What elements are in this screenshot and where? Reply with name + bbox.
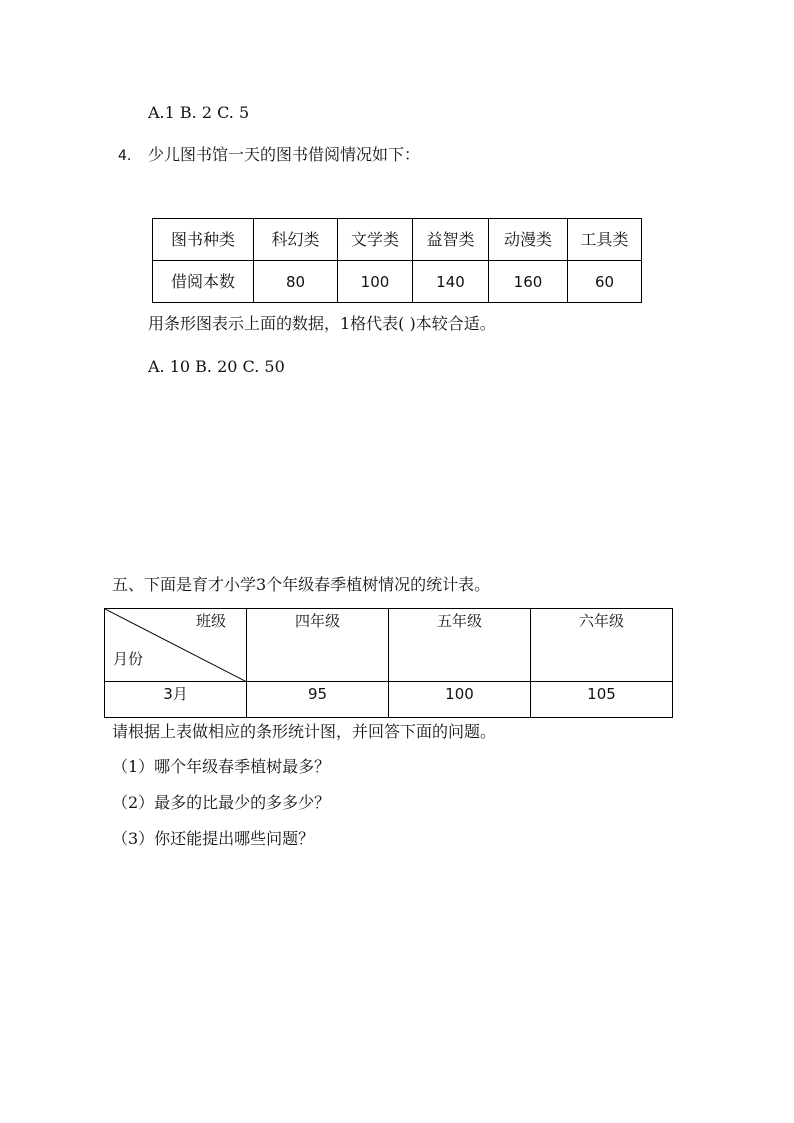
type-cell: 科幻类 bbox=[254, 219, 338, 261]
q5-sub3: （3）你还能提出哪些问题？ bbox=[112, 829, 315, 848]
count-cell: 100 bbox=[338, 261, 413, 303]
grade-label: 四年级 bbox=[294, 612, 340, 630]
count-cell: 80 bbox=[254, 261, 338, 303]
diag-bottom-label: 月份 bbox=[113, 650, 144, 668]
q4-stem: 少儿图书馆一天的图书借阅情况如下： bbox=[148, 145, 421, 164]
tree-planting-table bbox=[104, 608, 673, 718]
q5-sub2: （2）最多的比最少的多多少？ bbox=[112, 793, 331, 812]
table-row bbox=[105, 609, 673, 682]
grade-header bbox=[247, 609, 389, 682]
value-label: 95 bbox=[307, 685, 328, 703]
type-cell: 文学类 bbox=[338, 219, 413, 261]
q5-sub1: （1）哪个年级春季植树最多？ bbox=[112, 757, 331, 776]
q4-question: 用条形图表示上面的数据，1格代表( )本较合适。 bbox=[148, 314, 496, 333]
row-header-count: 借阅本数 bbox=[153, 261, 254, 303]
month-cell bbox=[105, 682, 247, 718]
q4-number: 4. bbox=[118, 148, 132, 164]
value-cell bbox=[531, 682, 673, 718]
table-row bbox=[105, 682, 673, 718]
table-row bbox=[153, 219, 642, 261]
value-label: 100 bbox=[445, 685, 474, 703]
grade-label: 六年级 bbox=[578, 612, 624, 630]
library-borrowing-table bbox=[152, 218, 642, 303]
value-label: 105 bbox=[587, 685, 616, 703]
type-cell: 工具类 bbox=[568, 219, 642, 261]
q4-options: A. 10 B. 20 C. 50 bbox=[148, 357, 285, 376]
grade-header bbox=[531, 609, 673, 682]
q3-options: A.1 B. 2 C. 5 bbox=[148, 103, 250, 122]
q5-title: 五、下面是育才小学3个年级春季植树情况的统计表。 bbox=[112, 575, 491, 594]
count-cell: 160 bbox=[489, 261, 568, 303]
count-cell: 60 bbox=[568, 261, 642, 303]
diagonal-header-cell bbox=[105, 609, 247, 682]
count-cell: 140 bbox=[413, 261, 489, 303]
grade-label: 五年级 bbox=[436, 612, 482, 630]
diag-top-label: 班级 bbox=[195, 612, 226, 630]
table-row bbox=[153, 261, 642, 303]
value-cell bbox=[247, 682, 389, 718]
value-cell bbox=[389, 682, 531, 718]
month-label: 3月 bbox=[163, 685, 188, 703]
grade-header bbox=[389, 609, 531, 682]
type-cell: 益智类 bbox=[413, 219, 489, 261]
q5-instruction: 请根据上表做相应的条形统计图，并回答下面的问题。 bbox=[112, 722, 497, 741]
row-header-type: 图书种类 bbox=[153, 219, 254, 261]
type-cell: 动漫类 bbox=[489, 219, 568, 261]
